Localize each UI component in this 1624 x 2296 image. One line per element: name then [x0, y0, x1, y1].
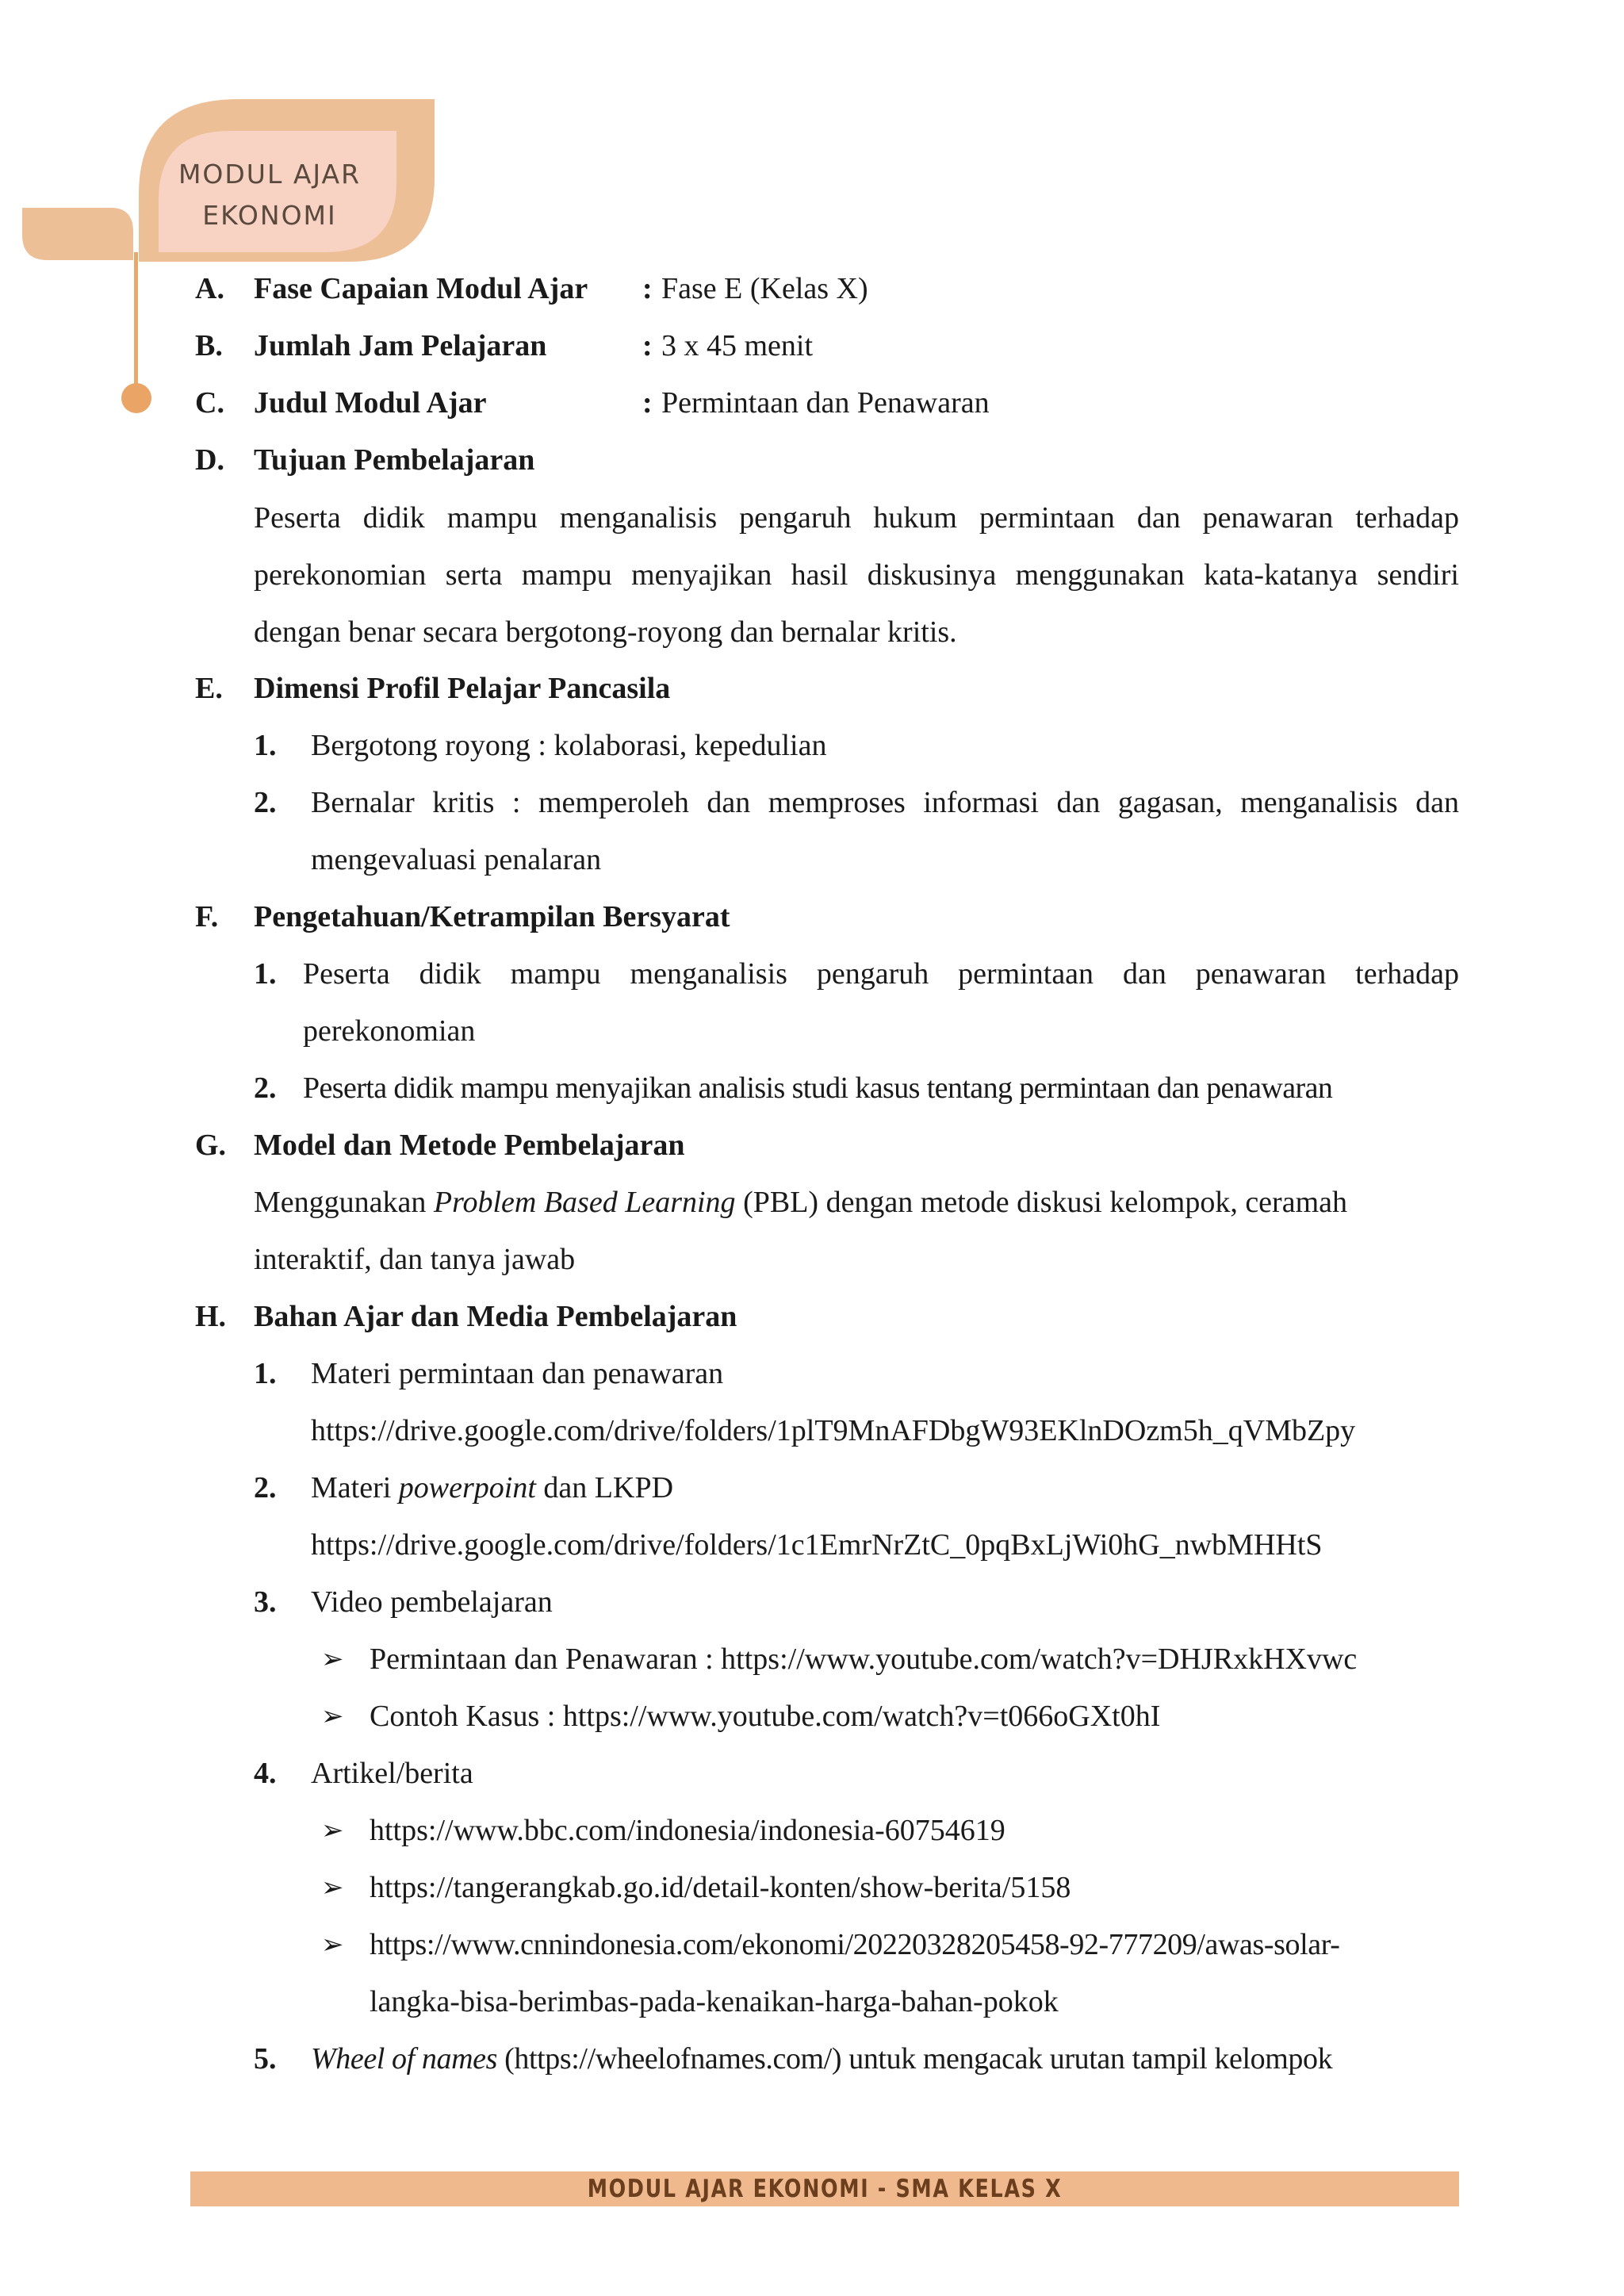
section-c-colon: : — [642, 386, 653, 420]
header-title-line1: MODUL AJAR — [178, 159, 362, 190]
list-item-text: Artikel/berita — [311, 1757, 473, 1790]
section-c-title: Judul Modul Ajar — [254, 386, 487, 420]
list-item-text: Bergotong royong : kolaborasi, kepedulian — [311, 729, 827, 762]
section-e-letter: E. — [195, 672, 223, 705]
section-g-body-italic: Problem Based Learning — [433, 1186, 736, 1219]
footer-text: MODUL AJAR EKONOMI - SMA KELAS X — [587, 2175, 1063, 2203]
section-g-body-line2: interaktif, dan tanya jawab — [254, 1243, 576, 1276]
section-d-title: Tujuan Pembelajaran — [254, 443, 535, 477]
list-item-number: 4. — [254, 1757, 277, 1790]
section-a-colon: : — [642, 272, 653, 305]
list-item-number: 1. — [254, 729, 277, 762]
list-item-continuation: perekonomian — [303, 1014, 476, 1048]
section-b-value: 3 x 45 menit — [661, 329, 814, 362]
list-item-text: Materi permintaan dan penawaran — [311, 1357, 724, 1390]
section-c-letter: C. — [195, 386, 224, 420]
list-item-number: 2. — [254, 786, 277, 819]
section-f-letter: F. — [195, 900, 219, 933]
list-item-text-pre: Materi — [311, 1471, 399, 1504]
list-item-number: 1. — [254, 957, 277, 991]
header-stem-dot — [121, 383, 151, 413]
list-item-text: Bernalar kritis : memperoleh dan memproses informasi dan gagasan, menganalisis dan — [311, 786, 1459, 819]
section-c-value: Permintaan dan Penawaran — [661, 386, 990, 420]
section-a-title: Fase Capaian Modul Ajar — [254, 272, 588, 305]
section-b-colon: : — [642, 329, 653, 362]
video-link[interactable]: Contoh Kasus : https://www.youtube.com/watch?v=t066oGXt0hI — [370, 1700, 1161, 1733]
list-item-number: 2. — [254, 1471, 277, 1504]
list-item-number: 3. — [254, 1585, 277, 1619]
section-g-letter: G. — [195, 1129, 227, 1162]
list-item-text — [311, 2041, 1332, 2077]
material-link[interactable]: https://drive.google.com/drive/folders/1c1EmrNrZtC_0pqBxLjWi0hG_nwbMHHtS — [311, 1528, 1323, 1562]
article-link-continuation[interactable]: langka-bisa-berimbas-pada-kenaikan-harga-bahan-pokok — [370, 1985, 1059, 2018]
list-item-text-italic: Wheel of names — [311, 2042, 497, 2076]
arrow-bullet-icon: ➢ — [321, 1929, 344, 1961]
article-link[interactable]: https://www.bbc.com/indonesia/indonesia-60754619 — [370, 1814, 1005, 1847]
arrow-bullet-icon: ➢ — [321, 1815, 344, 1846]
header-title-line2: EKONOMI — [202, 200, 337, 231]
list-item-text-italic: powerpoint — [398, 1471, 536, 1504]
list-item-text-post: dan LKPD — [535, 1471, 674, 1504]
footer-bar — [190, 2171, 1459, 2206]
list-item-number: 2. — [254, 1071, 277, 1105]
section-h-letter: H. — [195, 1300, 227, 1333]
section-d-body: Peserta didik mampu menganalisis pengaruh hukum permintaan dan penawaran terhadap perekonomian serta mampu menyajikan hasil diskusinya menggunakan kata-katanya sendiri dengan benar secara bergotong-royong dan bernalar kritis. — [254, 501, 1459, 649]
article-link[interactable]: https://tangerangkab.go.id/detail-konten/show-berita/5158 — [370, 1871, 1071, 1904]
header-stem-line — [134, 252, 138, 387]
section-d-letter: D. — [195, 443, 224, 477]
video-link[interactable]: Permintaan dan Penawaran : https://www.youtube.com/watch?v=DHJRxkHXvwc — [370, 1642, 1358, 1676]
arrow-bullet-icon: ➢ — [321, 1872, 344, 1903]
article-link[interactable]: https://www.cnnindonesia.com/ekonomi/20220328205458-92-777209/awas-solar- — [370, 1928, 1340, 1961]
material-link[interactable]: https://drive.google.com/drive/folders/1plT9MnAFDbgW93EKlnDOzm5h_qVMbZpy — [311, 1414, 1356, 1447]
list-item-text-post: (https://wheelofnames.com/) untuk mengacak urutan tampil kelompok — [497, 2042, 1333, 2076]
section-a-letter: A. — [195, 272, 224, 305]
arrow-bullet-icon: ➢ — [321, 1700, 344, 1732]
header-title — [159, 154, 381, 236]
section-g-body-pre: Menggunakan — [254, 1186, 434, 1219]
section-g-body-post: (PBL) dengan metode diskusi kelompok, ceramah — [735, 1186, 1347, 1219]
list-item-continuation: mengevaluasi penalaran — [311, 843, 602, 876]
list-item-text: Video pembelajaran — [311, 1585, 553, 1619]
list-item-text: Peserta didik mampu menyajikan analisis studi kasus tentang permintaan dan penawaran — [303, 1071, 1333, 1105]
list-item-number: 5. — [254, 2042, 277, 2076]
section-g-body — [254, 1184, 1459, 1221]
section-h-title: Bahan Ajar dan Media Pembelajaran — [254, 1300, 737, 1333]
section-e-title: Dimensi Profil Pelajar Pancasila — [254, 672, 671, 705]
header-side-leaf — [22, 208, 133, 260]
list-item-text — [311, 1470, 673, 1506]
section-f-title: Pengetahuan/Ketrampilan Bersyarat — [254, 900, 730, 933]
list-item-text: Peserta didik mampu menganalisis pengaruh permintaan dan penawaran terhadap — [303, 957, 1459, 991]
list-item-number: 1. — [254, 1357, 277, 1390]
section-b-letter: B. — [195, 329, 223, 362]
section-g-title: Model dan Metode Pembelajaran — [254, 1129, 685, 1162]
arrow-bullet-icon: ➢ — [321, 1643, 344, 1675]
section-a-value: Fase E (Kelas X) — [661, 272, 868, 305]
section-b-title: Jumlah Jam Pelajaran — [254, 329, 547, 362]
